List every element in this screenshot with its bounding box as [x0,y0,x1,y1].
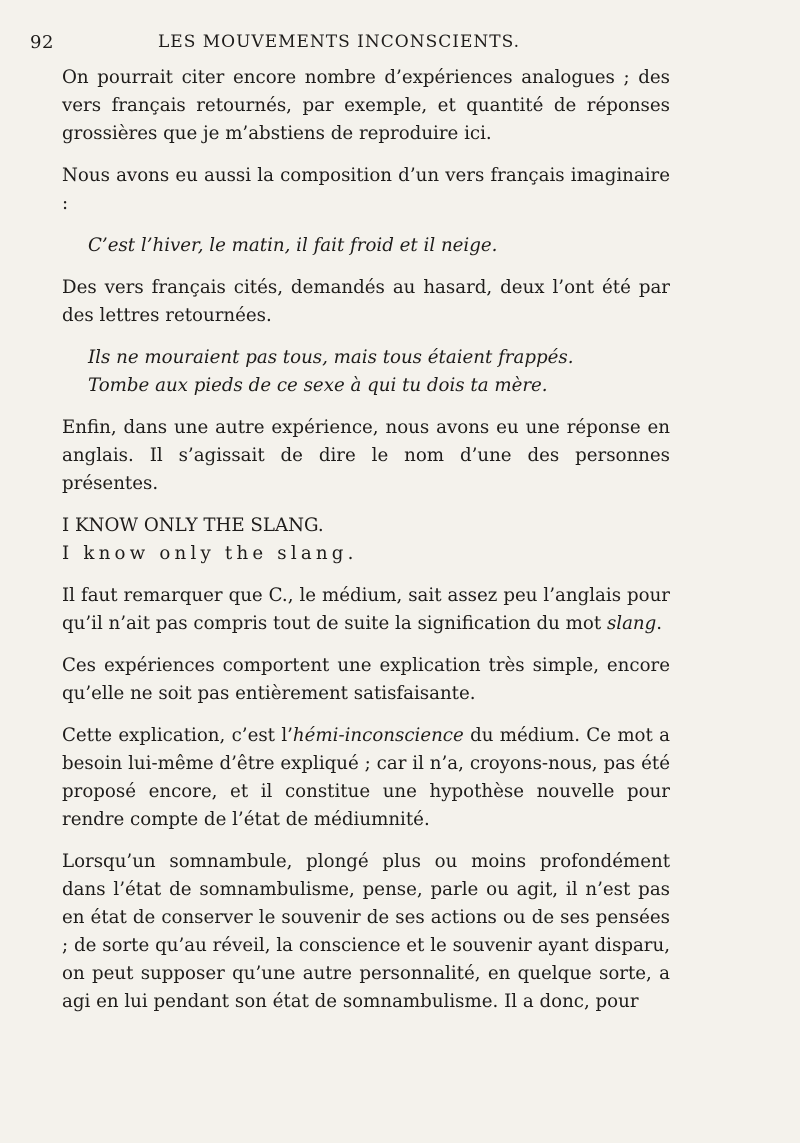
paragraph-2: Nous avons eu aussi la composition d’un vers français imaginaire : [62,165,670,214]
paragraph-8: Lorsqu’un somnambule, plongé plus ou moins profondément dans l’état de somnambulisme, pense, parle ou agit, il n’est pas en état de conserver le souvenir de ses actions ou de ses pensées ; de sorte qu’au réveil, la conscience et le souvenir ayant disparu, on peut supposer qu’une autre personnalité, en quelque sorte, a agi en lui pendant son état de somnambulisme. Il a donc, pour [62,851,670,1012]
slang-word: slang [606,613,657,634]
page-header [30,28,670,58]
paragraph-3: Des vers français cités, demandés au hasard, deux l’ont été par des lettres retournées. [62,277,670,326]
quote-line: Tombe aux pieds de ce sexe à qui tu dois ta mère. [88,375,548,396]
slang-answer [62,512,670,568]
paragraph-5-end: . [656,613,663,634]
paragraph-7-rest: du médium. Ce mot a besoin lui-même d’être expliqué ; car il n’a, croyons-nous, pas été proposé encore, et il constitue une hypothèse nouvelle pour rendre compte de l’état de médiumnité. [62,725,670,830]
hemi-inconscience-term: hémi-inconscience [292,725,464,746]
body-text [62,64,670,1016]
quote-line: Ils ne mouraient pas tous, mais tous étaient frappés. [88,347,574,368]
quote-verses-2 [88,344,670,400]
quote-line: C’est l’hiver, le matin, il fait froid et il neige. [88,235,498,256]
slang-spaced-line: I know only the slang. [62,543,358,564]
page-number: 92 [30,32,54,53]
paragraph-5-text: Il faut remarquer que C., le médium, sait assez peu l’anglais pour qu’il n’ait pas compris tout de suite la signification du mot [62,585,670,634]
paragraph-7-text: Cette explication, c’est l’ [62,725,293,746]
paragraph-6: Ces expériences comportent une explication très simple, encore qu’elle ne soit pas entièrement satisfaisante. [62,655,670,704]
running-head: LES MOUVEMENTS INCONSCIENTS. [158,32,521,52]
paragraph-1: On pourrait citer encore nombre d’expériences analogues ; des vers français retournés, par exemple, et quantité de réponses grossières que je m’abstiens de reproduire ici. [62,67,670,144]
paragraph-4: Enfin, dans une autre expérience, nous avons eu une réponse en anglais. Il s’agissait de dire le nom d’une des personnes présentes. [62,417,670,494]
slang-caps-line: I KNOW ONLY THE SLANG. [62,515,324,536]
quote-verse-1 [88,232,670,260]
paragraph-7 [62,722,670,834]
paragraph-5 [62,582,670,638]
